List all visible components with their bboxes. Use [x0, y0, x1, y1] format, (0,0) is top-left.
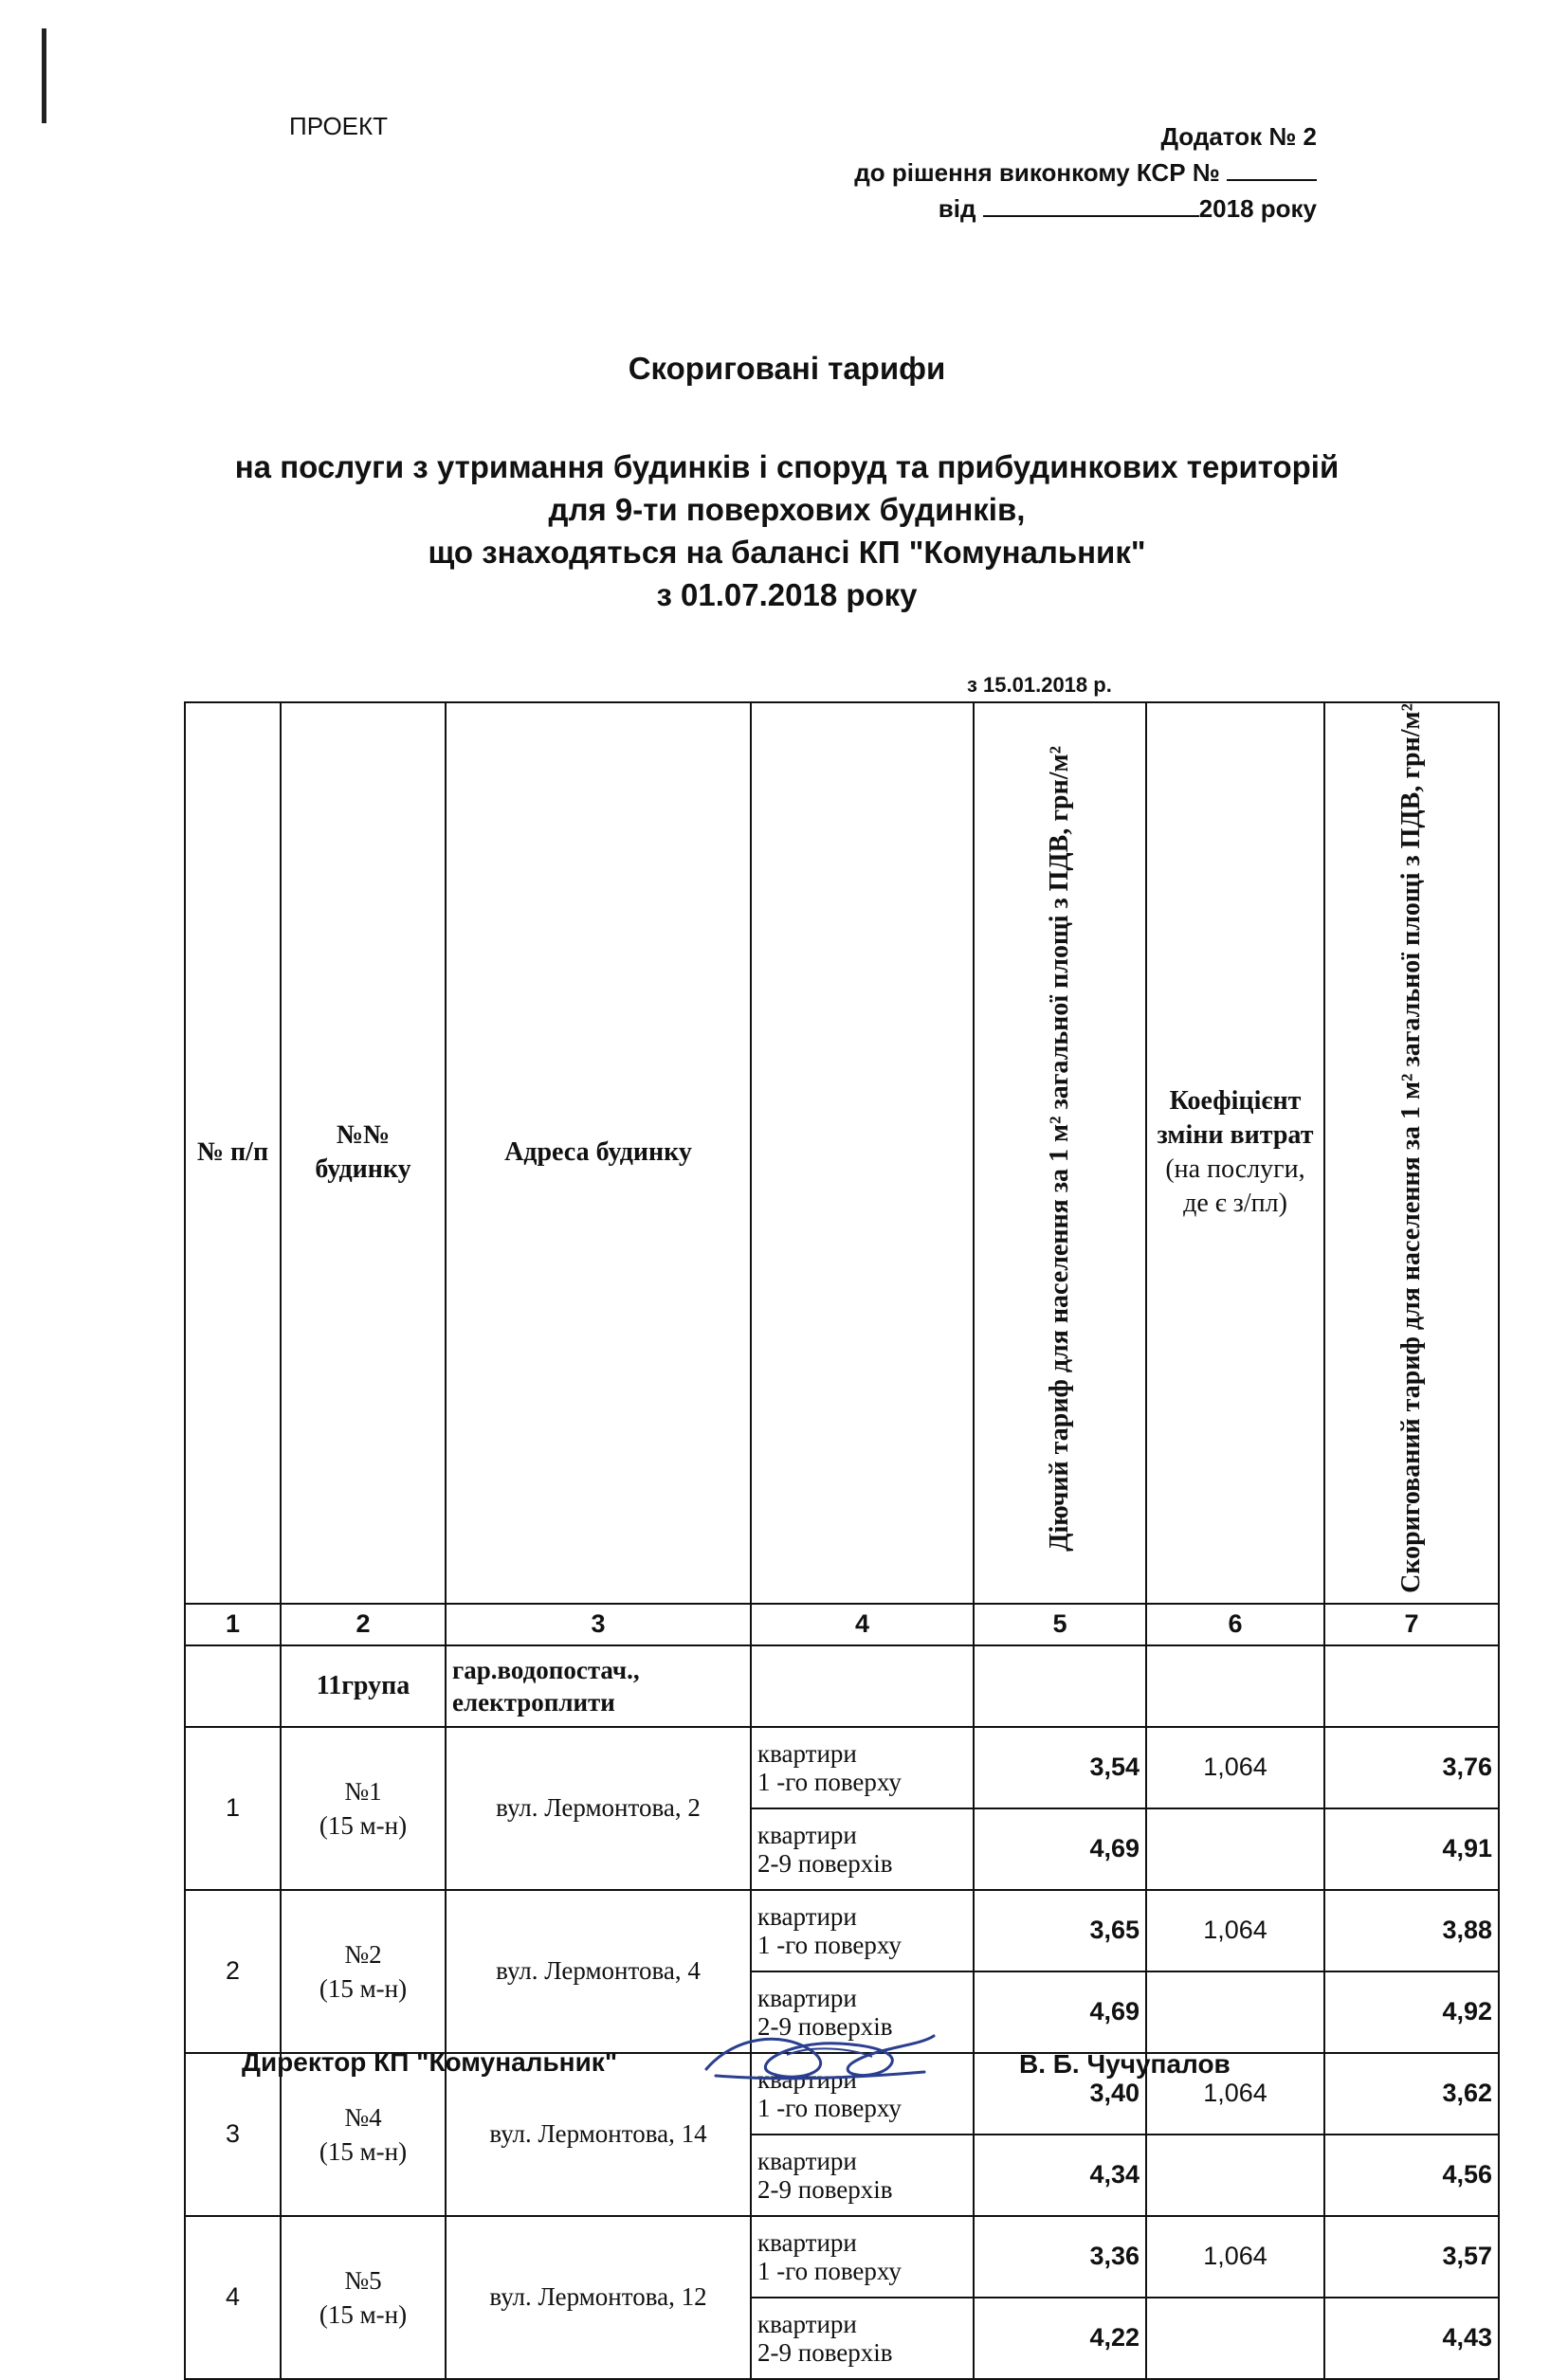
current-tariff: 3,65 — [974, 1890, 1146, 1971]
director-name: В. Б. Чучупалов — [1019, 2049, 1231, 2079]
header-adjusted-tariff: Скоригований тариф для населення за 1 м² загальної площі з ПДВ, грн/м² — [1396, 703, 1426, 1593]
subtitle-line: на послуги з утримання будинків і споруд та прибудинкових територій — [234, 449, 1340, 484]
cost-coefficient — [1146, 1971, 1324, 2053]
header-apartments — [751, 702, 974, 1604]
adjusted-tariff: 3,76 — [1324, 1727, 1499, 1808]
document-subtitle — [152, 445, 1422, 616]
subtitle-line: для 9-ти поверхових будинків, — [548, 492, 1026, 527]
adjusted-tariff: 3,62 — [1324, 2053, 1499, 2135]
addendum-date-prefix: від — [938, 194, 976, 223]
current-tariff: 3,54 — [974, 1727, 1146, 1808]
apartment-label: квартири — [757, 1983, 857, 2012]
row-index: 2 — [185, 1890, 281, 2053]
apartment-type — [751, 2216, 974, 2298]
apartment-floors: 1 -го поверху — [757, 1767, 902, 1796]
addendum-date-suffix: 2018 року — [1198, 194, 1317, 223]
header-coefficient — [1146, 702, 1324, 1604]
header-index: № п/п — [185, 702, 281, 1604]
row-index: 1 — [185, 1727, 281, 1890]
project-label: ПРОЕКТ — [289, 112, 389, 140]
addendum-decision — [748, 154, 1317, 191]
document-title: Скориговані тарифи — [628, 351, 946, 386]
current-tariff: 4,34 — [974, 2135, 1146, 2216]
column-number: 3 — [446, 1604, 751, 1645]
cost-coefficient — [1146, 1808, 1324, 1890]
cost-coefficient: 1,064 — [1146, 2053, 1324, 2135]
house-number-value: №4 — [344, 2102, 382, 2132]
apartment-label: квартири — [757, 2064, 857, 2094]
header-coefficient-title: Коефіцієнт зміни витрат — [1157, 1086, 1314, 1151]
adjusted-tariff: 4,92 — [1324, 1971, 1499, 2053]
apartment-label: квартири — [757, 2146, 857, 2175]
apartment-floors: 1 -го поверху — [757, 2093, 902, 2122]
house-district: (15 м-н) — [319, 1973, 408, 2003]
header-current-tariff: Діючий тариф для населення за 1 м² загальної площі з ПДВ, грн/м² — [1045, 745, 1074, 1552]
current-tariff: 3,36 — [974, 2216, 1146, 2298]
house-number-value: №5 — [344, 2265, 382, 2295]
apartment-label: квартири — [757, 1901, 857, 1931]
subtitle-line: що знаходяться на балансі КП "Комунальник" — [428, 535, 1146, 570]
apartment-type — [751, 2298, 974, 2379]
adjusted-tariff: 3,57 — [1324, 2216, 1499, 2298]
addendum-decision-text: до рішення виконкому КСР № — [854, 158, 1220, 187]
director-title: Директор КП "Комунальник" — [242, 2047, 618, 2077]
tariff-table — [184, 701, 1500, 2380]
apartment-floors: 1 -го поверху — [757, 1930, 902, 1959]
group-empty-cell — [974, 1645, 1146, 1727]
header-current-tariff-cell — [974, 702, 1146, 1604]
house-district: (15 м-н) — [319, 2136, 408, 2166]
house-number — [281, 1727, 446, 1890]
house-address: вул. Лермонтова, 4 — [446, 1890, 751, 2053]
subtitle-line: з 01.07.2018 року — [656, 577, 918, 612]
cost-coefficient: 1,064 — [1146, 2216, 1324, 2298]
table-row — [185, 1727, 1499, 1808]
table-row — [185, 1890, 1499, 1971]
house-district: (15 м-н) — [319, 2299, 408, 2329]
header-adjusted-tariff-cell — [1324, 702, 1499, 1604]
house-number-value: №1 — [344, 1776, 382, 1806]
column-number: 5 — [974, 1604, 1146, 1645]
scan-edge-mark — [42, 28, 46, 123]
header-house-number: №№ будинку — [281, 702, 446, 1604]
apartment-floors: 2-9 поверхів — [757, 2174, 893, 2204]
row-index: 3 — [185, 2053, 281, 2216]
house-address: вул. Лермонтова, 14 — [446, 2053, 751, 2216]
apartment-type — [751, 1727, 974, 1808]
adjusted-tariff: 4,91 — [1324, 1808, 1499, 1890]
group-empty-cell — [185, 1645, 281, 1727]
cost-coefficient — [1146, 2298, 1324, 2379]
group-empty-cell — [1146, 1645, 1324, 1727]
group-name: 11група — [281, 1645, 446, 1727]
apartment-label: квартири — [757, 2309, 857, 2338]
decision-number-blank — [1227, 156, 1317, 181]
apartment-type — [751, 2135, 974, 2216]
addendum-date — [748, 191, 1317, 227]
house-number — [281, 2216, 446, 2379]
group-empty-cell — [1324, 1645, 1499, 1727]
apartment-label: квартири — [757, 2227, 857, 2257]
apartment-floors: 1 -го поверху — [757, 2256, 902, 2285]
adjusted-tariff: 3,88 — [1324, 1890, 1499, 1971]
group-row — [185, 1645, 1499, 1727]
current-tariff: 4,22 — [974, 2298, 1146, 2379]
header-address: Адреса будинку — [446, 702, 751, 1604]
table-header-row — [185, 702, 1499, 1604]
current-tariff: 4,69 — [974, 1971, 1146, 2053]
table-row — [185, 2216, 1499, 2298]
house-district: (15 м-н) — [319, 1810, 408, 1840]
house-number — [281, 1890, 446, 2053]
group-description: гар.водопостач., електроплити — [446, 1645, 751, 1727]
column-number: 2 — [281, 1604, 446, 1645]
addendum-number: Додаток № 2 — [1160, 122, 1317, 151]
current-tariff: 4,69 — [974, 1808, 1146, 1890]
row-index: 4 — [185, 2216, 281, 2379]
column-number: 1 — [185, 1604, 281, 1645]
house-address: вул. Лермонтова, 12 — [446, 2216, 751, 2379]
apartment-type — [751, 1890, 974, 1971]
current-tariff: 3,40 — [974, 2053, 1146, 2135]
column-number: 6 — [1146, 1604, 1324, 1645]
apartment-label: квартири — [757, 1738, 857, 1768]
since-date-label: з 15.01.2018 р. — [967, 673, 1112, 697]
header-coefficient-note: (на послуги, де є з/пл) — [1165, 1154, 1305, 1219]
cost-coefficient: 1,064 — [1146, 1727, 1324, 1808]
cost-coefficient — [1146, 2135, 1324, 2216]
decision-date-blank — [983, 192, 1199, 217]
adjusted-tariff: 4,43 — [1324, 2298, 1499, 2379]
signature-icon — [697, 2017, 943, 2093]
addendum-block — [748, 118, 1317, 227]
apartment-type — [751, 1808, 974, 1890]
column-number: 7 — [1324, 1604, 1499, 1645]
apartment-floors: 2-9 поверхів — [757, 1848, 893, 1878]
house-address: вул. Лермонтова, 2 — [446, 1727, 751, 1890]
apartment-floors: 2-9 поверхів — [757, 2011, 893, 2041]
column-number-row — [185, 1604, 1499, 1645]
cost-coefficient: 1,064 — [1146, 1890, 1324, 1971]
column-number: 4 — [751, 1604, 974, 1645]
house-number-value: №2 — [344, 1939, 382, 1969]
apartment-floors: 2-9 поверхів — [757, 2337, 893, 2367]
group-empty-cell — [751, 1645, 974, 1727]
apartment-label: квартири — [757, 1820, 857, 1849]
adjusted-tariff: 4,56 — [1324, 2135, 1499, 2216]
